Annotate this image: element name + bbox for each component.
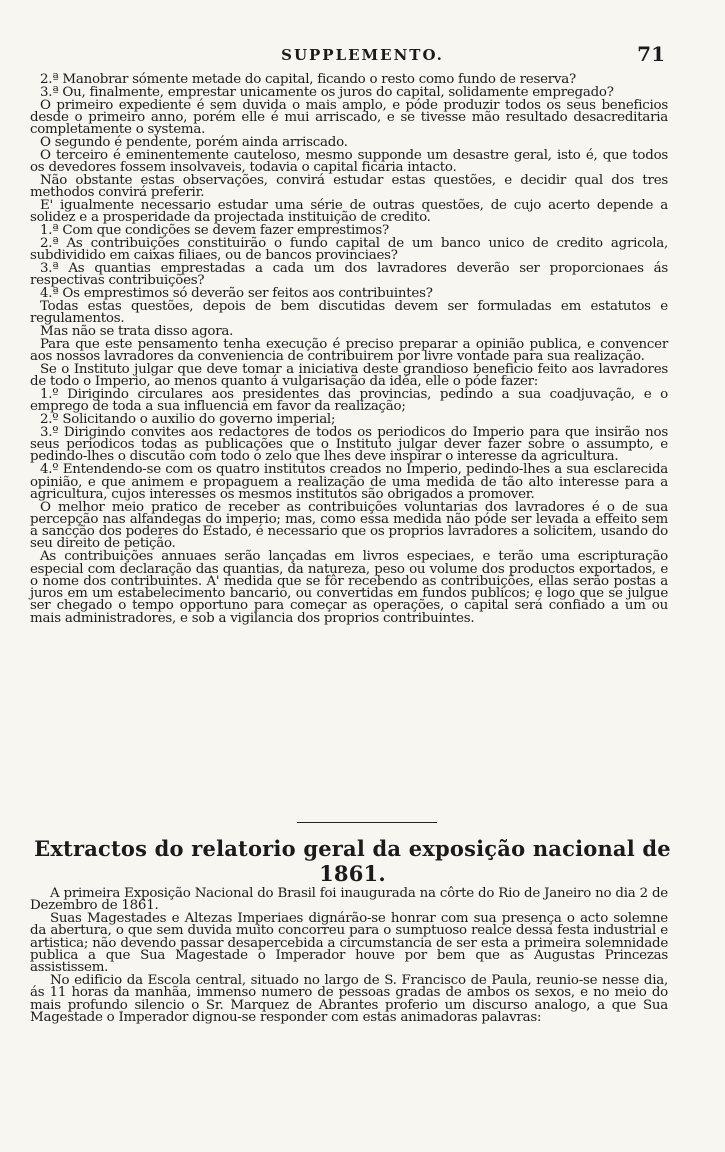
paragraph: O melhor meio pratico de receber as contribuições voluntarias dos lavradores é o de sua percepção nas alfandegas do imperio; mas, como essa medida não póde ser levada a effeito sem a sancção dos poderes do Estado, é necessario que os proprios lavradores a solicitem, usando do seu direito de petição. bbox=[30, 499, 668, 552]
paragraph: As contribuições annuaes serão lançadas em livros especiaes, e terão uma escripturação especial com declaração das quantias, da natureza, peso ou volume dos productos exportados, e o nome dos contribuintes. A' medida que se fôr recebendo as contribuições, ellas serão postas a juros em um estabelecimento bancario, ou convertidas em fundos publicos; e logo que se julgue ser chegado o tempo opportuno para começar as operações, o capital será confiado a um ou mais administradores, e sob a vigilancia dos proprios contribuintes. bbox=[30, 549, 668, 626]
paragraph: 3.ª Ou, finalmente, emprestar unicamente os juros do capital, solidamente empregado? bbox=[40, 84, 614, 100]
page-header bbox=[0, 42, 725, 68]
body-text bbox=[30, 74, 668, 626]
paragraph: Todas estas questões, depois de bem discutidas devem ser formuladas em estatutos e regulamentos. bbox=[30, 298, 668, 327]
paragraph: Mas não se trata disso agora. bbox=[40, 323, 234, 339]
paragraph: 4.º Entendendo-se com os quatro institutos creados no Imperio, pedindo-lhes a sua esclarecida opinião, e que animem e propaguem a realização de uma medida de tão alto interesse para a agricultura, cujos interesses os mesmos institutos são obrigados a promover. bbox=[30, 462, 668, 502]
section-body bbox=[30, 888, 668, 1025]
section-title: Extractos do relatorio geral da exposição nacional de 1861. bbox=[34, 836, 671, 886]
paragraph: Para que este pensamento tenha execução é preciso preparar a opinião publica, e convencer aos nossos lavradores da conveniencia de contribuirem por livre vontade para sua realização. bbox=[30, 336, 668, 365]
paragraph: 3.º Dirigindo convites aos redactores de todos os periodicos do Imperio para que insirão nos seus periodicos todas as publicações que o Instituto julgar dever fazer sobre o assumpto, e pedindo-lhes o discutão com todo o zelo que lhes deve inspirar o interesse da agricultura. bbox=[30, 424, 668, 465]
paragraph: O primeiro expediente é sem duvida o mais amplo, e póde produzir todos os seus beneficios desde o primeiro anno, porém elle é mui arriscado, e se tivesse mão resultado desacreditaria completamente o systema. bbox=[30, 97, 668, 138]
paragraph: 2.ª As contribuições constituirão o fundo capital de um banco unico de credito agricola, subdividido em caixas filiaes, ou de bancos provinciaes? bbox=[30, 235, 668, 264]
paragraph: Suas Magestades e Altezas Imperiaes dignárão-se honrar com sua presença o acto solemne da abertura, o que sem duvida muito concorreu para o sumptuoso realce dessa festa industrial e artistica; não devendo passar desapercebida a circumstancia de ser esta a primeira solemnidade publica a que Sua Magestade o Imperador houve por bem que as Augustas Princezas assistissem. bbox=[30, 911, 668, 976]
paragraph: 2.º Solicitando o auxilio do governo imperial; bbox=[40, 412, 336, 428]
paragraph: E' igualmente necessario estudar uma série de outras questões, de cujo acerto depende a solidez e a prosperidade da projectada instituição de credito. bbox=[30, 197, 668, 226]
paragraph: 1.ª Com que condições se devem fazer emprestimos? bbox=[40, 223, 389, 239]
paragraph: No edificio da Escola central, situado no largo de S. Francisco de Paula, reunio-se nesse dia, ás 11 horas da manhãa, immenso numero de pessoas gradas de ambos os sexos, e no meio do mais profundo silencio o Sr. Marquez de Abrantes proferio um discurso analogo, a que Sua Magestade o Imperador dignou-se responder com estas animadoras palavras: bbox=[30, 973, 668, 1025]
paragraph: 3.ª As quantias emprestadas a cada um dos lavradores deverão ser proporcionaes ás respectivas contribuições? bbox=[30, 260, 668, 289]
paragraph: O terceiro é eminentemente cauteloso, mesmo supponde um desastre geral, isto é, que todos os devedores fossem insolvaveis, todavia o capital ficaria intacto. bbox=[30, 147, 668, 176]
paragraph: O segundo é pendente, porém ainda arriscado. bbox=[40, 134, 348, 150]
paragraph: Não obstante estas observações, convirá estudar estas questões, e decidir qual dos tres methodos convirá preferir. bbox=[30, 172, 668, 201]
section-divider bbox=[297, 822, 437, 823]
paragraph: 4.ª Os emprestimos só deverão ser feitos aos contribuintes? bbox=[40, 286, 433, 302]
paragraph: 2.ª Manobrar sómente metade do capital, ficando o resto como fundo de reserva? bbox=[40, 72, 576, 87]
page-number: 71 bbox=[637, 42, 665, 66]
paragraph: A primeira Exposição Nacional do Brasil foi inaugurada na côrte do Rio de Janeiro no dia 2 de Dezembro de 1861. bbox=[30, 886, 668, 914]
running-title: SUPPLEMENTO. bbox=[281, 46, 444, 64]
paragraph: 1.º Dirigindo circulares aos presidentes das provincias, pedindo a sua coadjuvação, e o emprego de toda a sua influencia em favor da realização; bbox=[30, 386, 668, 415]
paragraph: Se o Instituto julgar que deve tomar a iniciativa deste grandioso beneficio feito aos lavradores de todo o Imperio, ao menos quanto á vulgarisação da idéa, elle o póde fazer: bbox=[30, 361, 668, 390]
